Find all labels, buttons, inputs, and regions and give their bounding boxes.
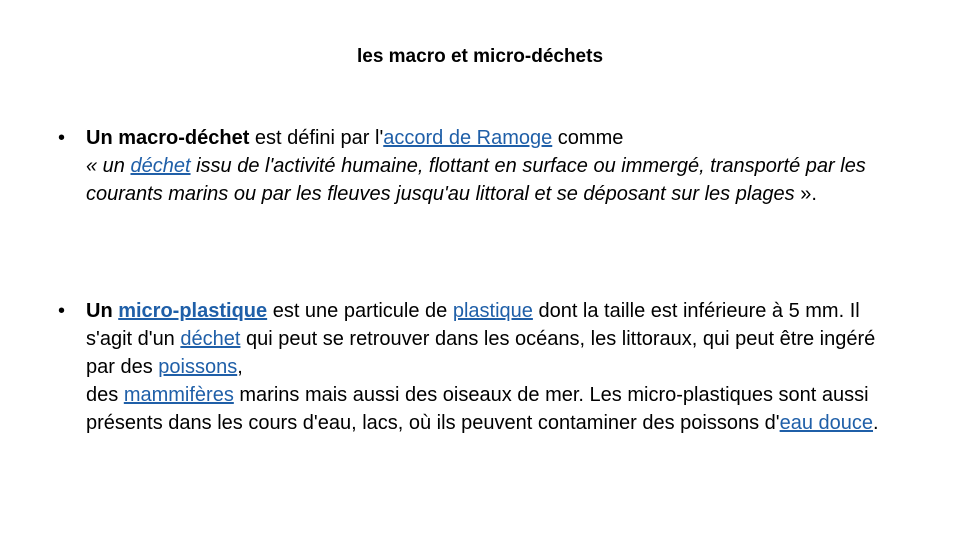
text-segment: , (237, 356, 243, 378)
bullet-micro-plastique (58, 297, 908, 437)
text-segment: est défini par l' (249, 127, 384, 149)
quote-body: issu de l'activité humaine, flottant en surface ou immergé, transporté par les courants marins ou par les fleuves jusqu'au littoral et se déposant sur les plages (86, 155, 866, 205)
bullet-icon: • (58, 300, 66, 322)
text-segment: dont la taille est inférieure à 5 mm. Il s'agit d'un (86, 300, 860, 350)
link-plastique[interactable]: plastique (452, 300, 533, 322)
link-poissons[interactable]: poissons (158, 356, 238, 378)
link-dechet[interactable]: déchet (180, 328, 241, 350)
link-accord-de-ramoge[interactable]: accord de Ramoge (383, 127, 553, 149)
bullet-icon: • (58, 127, 66, 149)
link-eau-douce[interactable]: eau douce (779, 412, 874, 434)
slide-title: les macro et micro-déchets (356, 46, 604, 67)
quote-close: ». (794, 183, 817, 205)
link-mammiferes[interactable]: mammifères (123, 384, 234, 406)
link-dechet[interactable]: déchet (130, 155, 191, 177)
term-macro-dechet: Un macro-déchet (86, 127, 250, 149)
text-segment: qui peut se retrouver dans les océans, les littoraux, qui peut être ingéré par des (86, 328, 876, 378)
bullet-text (86, 124, 908, 208)
bullet-text (86, 297, 908, 437)
term-un: Un (86, 300, 119, 322)
bullet-macro-dechet (58, 124, 908, 208)
quote-definition (86, 155, 866, 205)
link-micro-plastique[interactable]: micro-plastique (118, 300, 268, 322)
text-segment: des (86, 384, 124, 406)
text-segment: . (873, 412, 879, 434)
text-segment: comme (552, 127, 624, 149)
quote-open: « un (86, 155, 131, 177)
text-segment: est une particule de (267, 300, 453, 322)
text-segment: marins mais aussi des oiseaux de mer. Les micro-plastiques sont aussi présents dans les cours d'eau, lacs, où ils peuvent contaminer des poissons d' (86, 384, 869, 434)
